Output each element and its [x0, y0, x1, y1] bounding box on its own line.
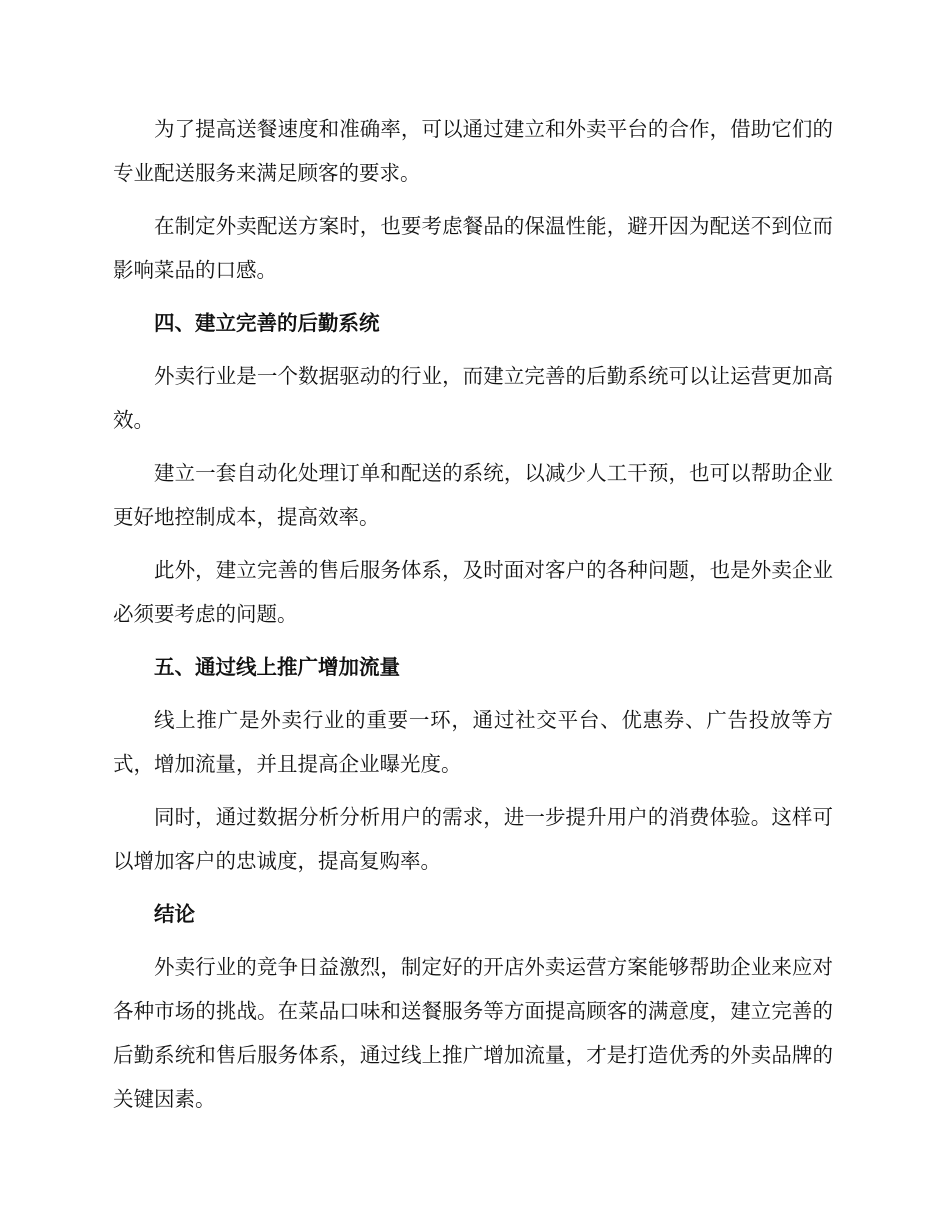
- paragraph-delivery-insulation: 在制定外卖配送方案时，也要考虑餐品的保温性能，避开因为配送不到位而影响菜品的口感。: [113, 214, 833, 282]
- heading-conclusion: 结论: [154, 902, 195, 926]
- paragraph-automation: 建立一套自动化处理订单和配送的系统，以减少人工干预，也可以帮助企业更好地控制成本，提高效率。: [113, 461, 833, 529]
- heading-online-promotion: 五、通过线上推广增加流量: [154, 655, 400, 679]
- paragraph-conclusion: 外卖行业的竞争日益激烈，制定好的开店外卖运营方案能够帮助企业来应对各种市场的挑战。在菜品口味和送餐服务等方面提高顾客的满意度，建立完善的后勤系统和售后服务体系，通过线上推广增加流量，才是打造优秀的外卖品牌的关键因素。: [113, 955, 833, 1111]
- heading-logistics-system: 四、建立完善的后勤系统: [154, 311, 380, 335]
- paragraph-after-sales: 此外，建立完善的售后服务体系，及时面对客户的各种问题，也是外卖企业必须要考虑的问题。: [113, 558, 833, 626]
- paragraph-data-analysis: 同时，通过数据分析分析用户的需求，进一步提升用户的消费体验。这样可以增加客户的忠诚度，提高复购率。: [113, 805, 833, 873]
- paragraph-data-driven: 外卖行业是一个数据驱动的行业，而建立完善的后勤系统可以让运营更加高效。: [113, 364, 833, 432]
- document-body: [113, 107, 833, 1130]
- paragraph-delivery-partnership: 为了提高送餐速度和准确率，可以通过建立和外卖平台的合作，借助它们的专业配送服务来满足顾客的要求。: [113, 117, 833, 185]
- paragraph-online-promotion: 线上推广是外卖行业的重要一环，通过社交平台、优惠券、广告投放等方式，增加流量，并且提高企业曝光度。: [113, 708, 833, 776]
